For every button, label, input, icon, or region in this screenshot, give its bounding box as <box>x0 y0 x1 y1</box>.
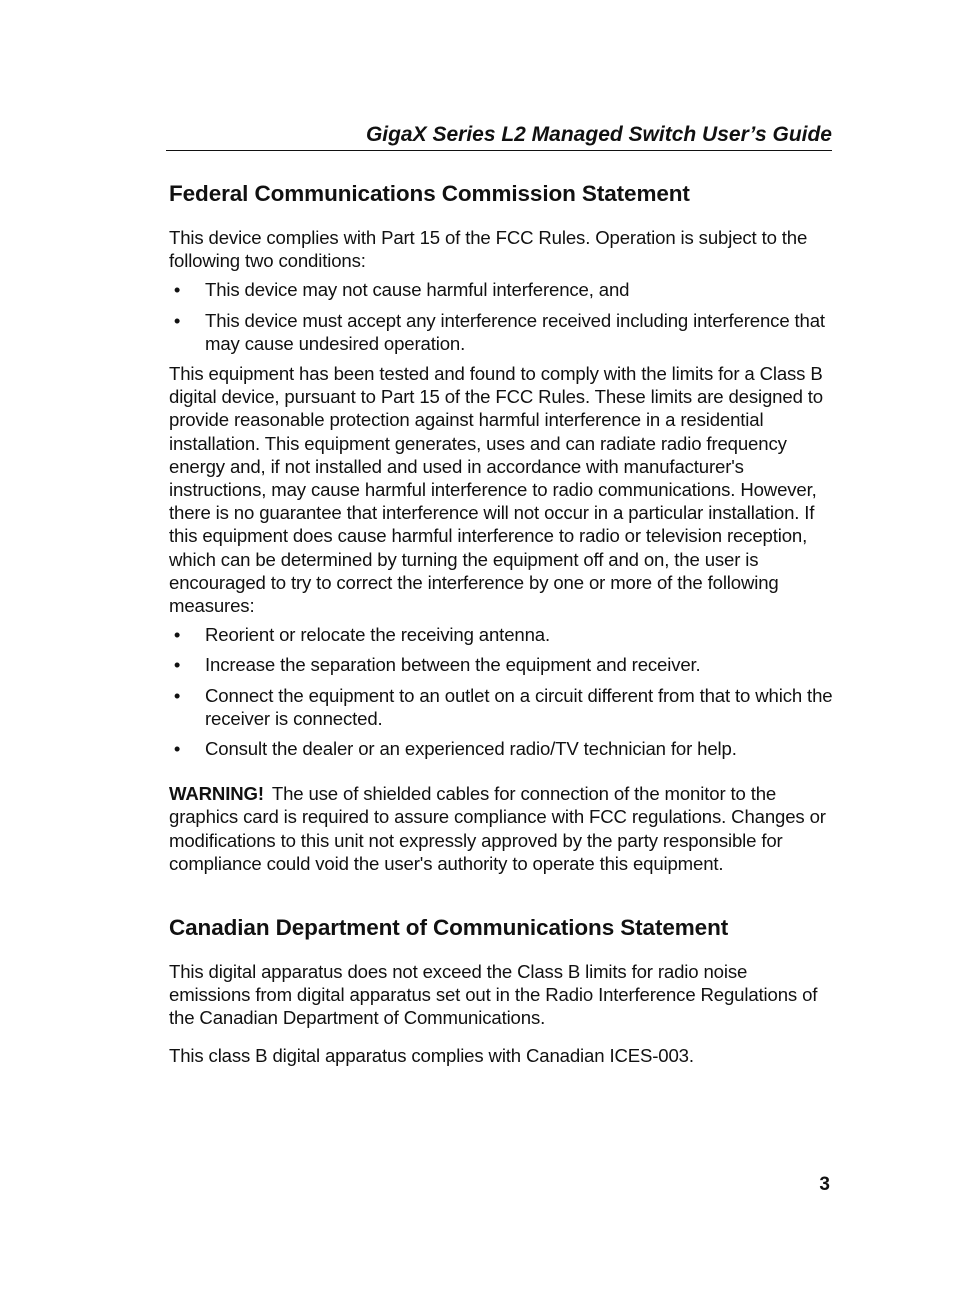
list-item <box>169 278 833 301</box>
bullet-icon: • <box>173 654 181 676</box>
bullet-icon: • <box>173 624 181 646</box>
list-item-text: Connect the equipment to an outlet on a circuit different from that to which the receiver is connected. <box>205 684 833 729</box>
fcc-conditions-list <box>169 278 833 355</box>
list-item-text: Consult the dealer or an experienced radio/TV technician for help. <box>205 738 737 760</box>
canada-paragraph: This digital apparatus does not exceed the Class B limits for radio noise emissions from digital apparatus set out in the Radio Interference Regulations of the Canadian Department of Communications. <box>169 961 818 1029</box>
canada-statement-section <box>169 912 833 1067</box>
fcc-heading: Federal Communications Commission Statement <box>169 181 690 206</box>
list-item <box>169 623 833 646</box>
fcc-intro-paragraph: This device complies with Part 15 of the FCC Rules. Operation is subject to the following two conditions: <box>169 227 808 272</box>
fcc-measures-list <box>169 623 833 760</box>
list-item <box>169 653 833 676</box>
list-item-text: This device may not cause harmful interference, and <box>205 279 630 301</box>
fcc-statement-section <box>169 178 833 875</box>
warning-paragraph <box>169 782 833 875</box>
page-number: 3 <box>819 1174 830 1195</box>
list-item <box>169 684 833 730</box>
bullet-icon: • <box>173 309 181 331</box>
list-item <box>169 737 833 760</box>
list-item-text: Reorient or relocate the receiving antenna. <box>205 624 550 646</box>
running-header-title: GigaX Series L2 Managed Switch User’s Guide <box>365 123 832 146</box>
bullet-icon: • <box>173 684 181 706</box>
bullet-icon: • <box>173 279 181 301</box>
warning-label: WARNING! <box>169 783 264 805</box>
list-item-text: This device must accept any interference received including interference that may cause undesired operation. <box>205 309 825 354</box>
page-content <box>169 178 833 1073</box>
fcc-body-paragraph: This equipment has been tested and found to comply with the limits for a Class B digital device, pursuant to Part 15 of the FCC Rules. These limits are designed to provide reasonable protection against harmful interference in a residential installation. This equipment generates, uses and can radiate radio frequency energy and, if not installed and used in accordance with manufacturer's instructions, may cause harmful interference to radio communications. However, there is no guarantee that interference will not occur in a particular installation. If this equipment does cause harmful interference to radio or television reception, which can be determined by turning the equipment off and on, the user is encouraged to try to correct the interference by one or more of the following measures: <box>169 363 823 617</box>
warning-text: The use of shielded cables for connection of the monitor to the graphics card is required to assure compliance with FCC regulations. Changes or modifications to this unit not expressly approved by the party responsible for compliance could void the user's authority to operate this equipment. <box>169 783 826 874</box>
running-header <box>166 121 832 151</box>
canada-ices-paragraph: This class B digital apparatus complies with Canadian ICES-003. <box>169 1044 694 1066</box>
canada-heading: Canadian Department of Communications Statement <box>169 915 729 941</box>
list-item-text: Increase the separation between the equipment and receiver. <box>205 654 701 676</box>
list-item <box>169 309 833 355</box>
bullet-icon: • <box>173 738 181 760</box>
